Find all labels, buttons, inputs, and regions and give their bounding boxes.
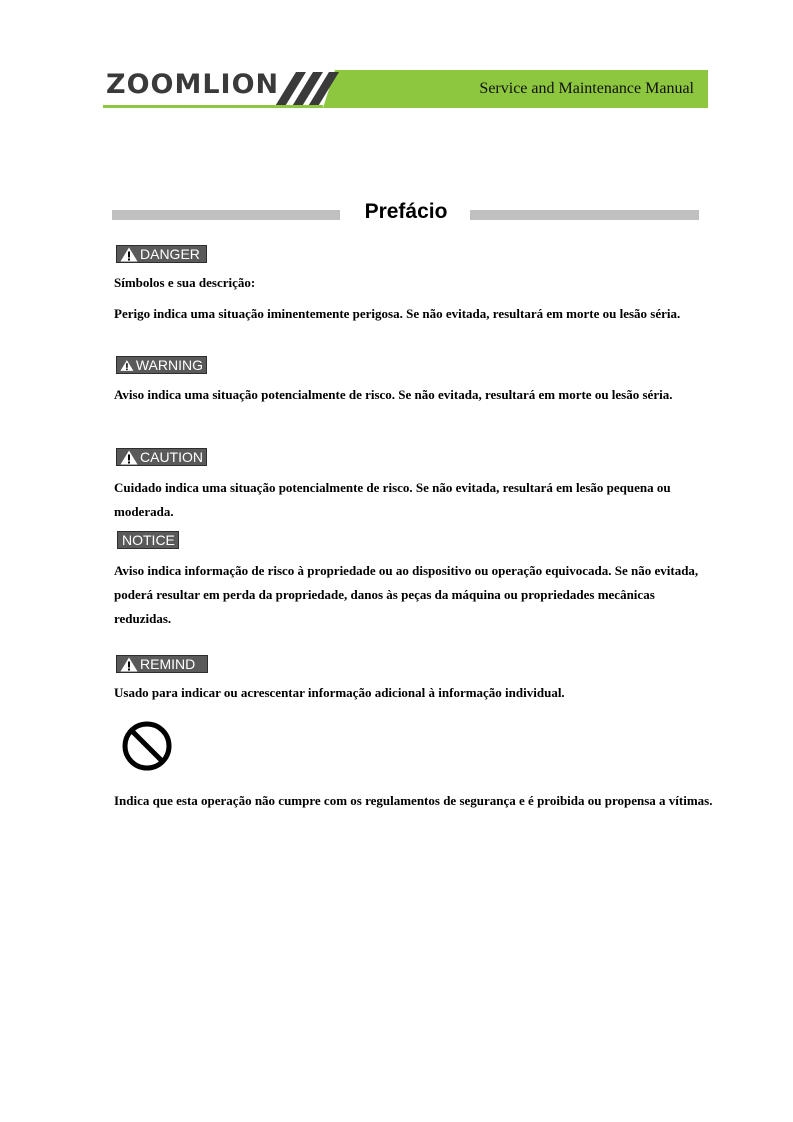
- notice-description: Aviso indica informação de risco à propriedade ou ao dispositivo ou operação equivocada. Se não evitada, poderá resultar em perda da propriedade, danos às peças da máquina ou propriedades mecânicas reduzidas.: [114, 563, 699, 626]
- remind-badge: [116, 655, 208, 673]
- warning-label: WARNING: [135, 357, 203, 373]
- danger-badge: [116, 245, 207, 263]
- warning-triangle-icon: [120, 247, 138, 262]
- warning-description: Aviso indica uma situação potencialmente de risco. Se não evitada, resultará em morte ou lesão séria.: [114, 387, 673, 402]
- zoomlion-logo: ZOOMLION: [106, 69, 280, 100]
- page-title: Prefácio: [364, 200, 448, 223]
- warning-badge: [116, 356, 207, 374]
- caution-description: Cuidado indica uma situação potencialmente de risco. Se não evitada, resultará em lesão pequena ou moderada.: [114, 480, 671, 519]
- heading-bar-right: [470, 210, 699, 220]
- notice-badge: [117, 531, 179, 549]
- warning-triangle-icon: [120, 450, 138, 465]
- page-header: [103, 70, 708, 110]
- intro-text: Símbolos e sua descrição:: [114, 275, 256, 290]
- caution-badge: [116, 448, 207, 466]
- remind-description: Usado para indicar ou acrescentar informação adicional à informação individual.: [114, 685, 565, 700]
- manual-title: Service and Maintenance Manual: [479, 80, 694, 97]
- caution-label: CAUTION: [140, 449, 203, 465]
- danger-description: Perigo indica uma situação iminentemente perigosa. Se não evitada, resultará em morte ou lesão séria.: [114, 306, 681, 321]
- warning-triangle-icon: [120, 358, 134, 373]
- danger-label: DANGER: [140, 246, 200, 262]
- notice-label: NOTICE: [122, 532, 175, 548]
- heading-bar-left: [112, 210, 340, 220]
- prohibit-description: Indica que esta operação não cumpre com os regulamentos de segurança e é proibida ou propensa a vítimas.: [114, 793, 713, 808]
- remind-label: REMIND: [140, 656, 196, 672]
- prohibition-icon: [119, 718, 175, 774]
- warning-triangle-icon: [120, 657, 138, 672]
- section-heading: [112, 200, 699, 228]
